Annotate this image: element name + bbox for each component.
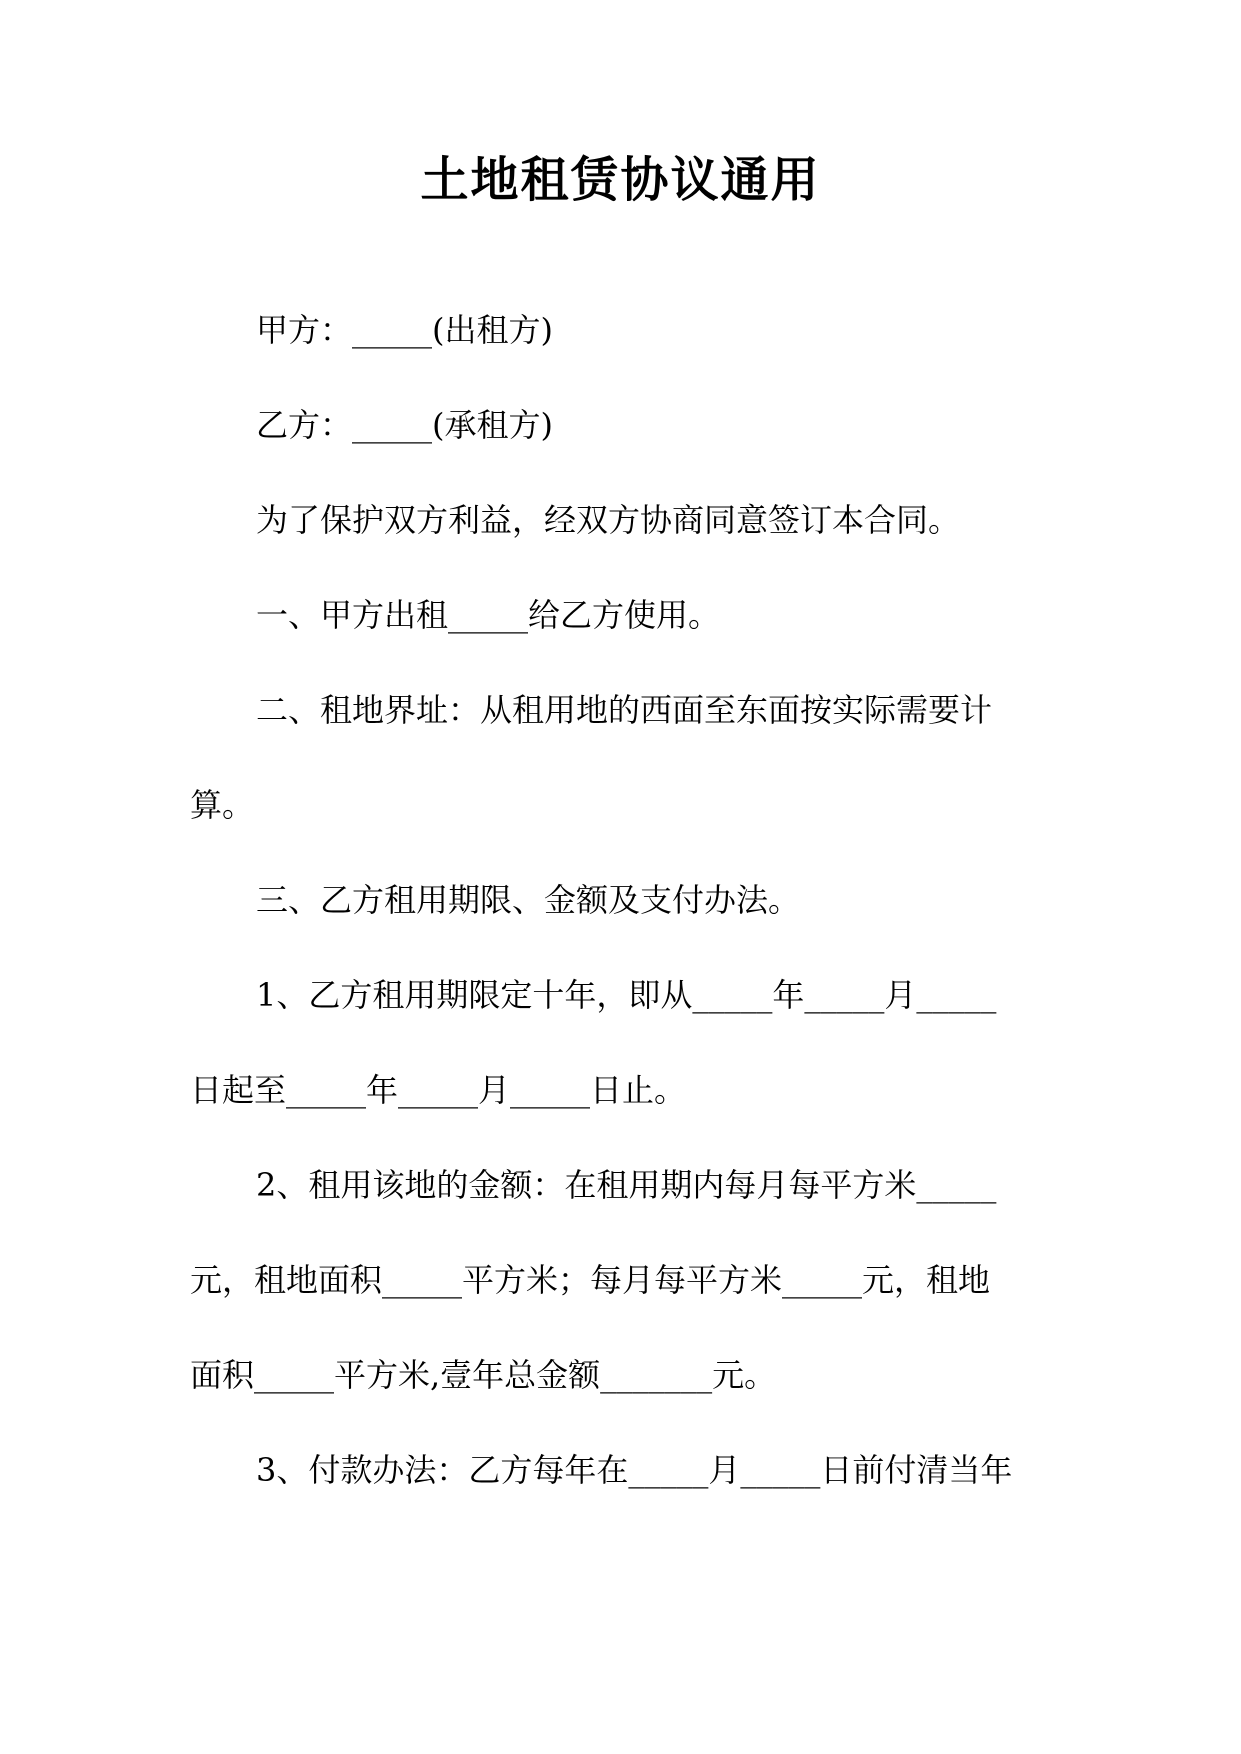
item-3-line-1: 3、付款办法：乙方每年在_____月_____日前付清当年 [256,1451,1013,1489]
item-2-line-1: 2、租用该地的金额：在租用期内每月每平方米_____ [256,1166,997,1204]
party-a-line: 甲方：_____(出租方) [256,311,553,349]
item-1-line-2: 日起至_____年_____月_____日止。 [190,1071,687,1109]
document-title: 土地租赁协议通用 [420,152,821,208]
item-1-line-1: 1、乙方租用期限定十年，即从_____年_____月_____ [256,976,997,1014]
clause-3-line: 三、乙方租用期限、金额及支付办法。 [256,881,801,919]
item-2-line-2: 元，租地面积_____平方米；每月每平方米_____元，租地 [190,1261,991,1299]
party-b-line: 乙方：_____(承租方) [256,406,553,444]
item-2-line-3: 面积_____平方米,壹年总金额_______元。 [190,1356,777,1394]
clause-2-line-1: 二、租地界址：从租用地的西面至东面按实际需要计 [256,691,993,729]
clause-2-line-2: 算。 [190,786,255,824]
preamble-line: 为了保护双方利益，经双方协商同意签订本合同。 [256,501,961,539]
clause-1-line: 一、甲方出租_____给乙方使用。 [256,596,721,634]
